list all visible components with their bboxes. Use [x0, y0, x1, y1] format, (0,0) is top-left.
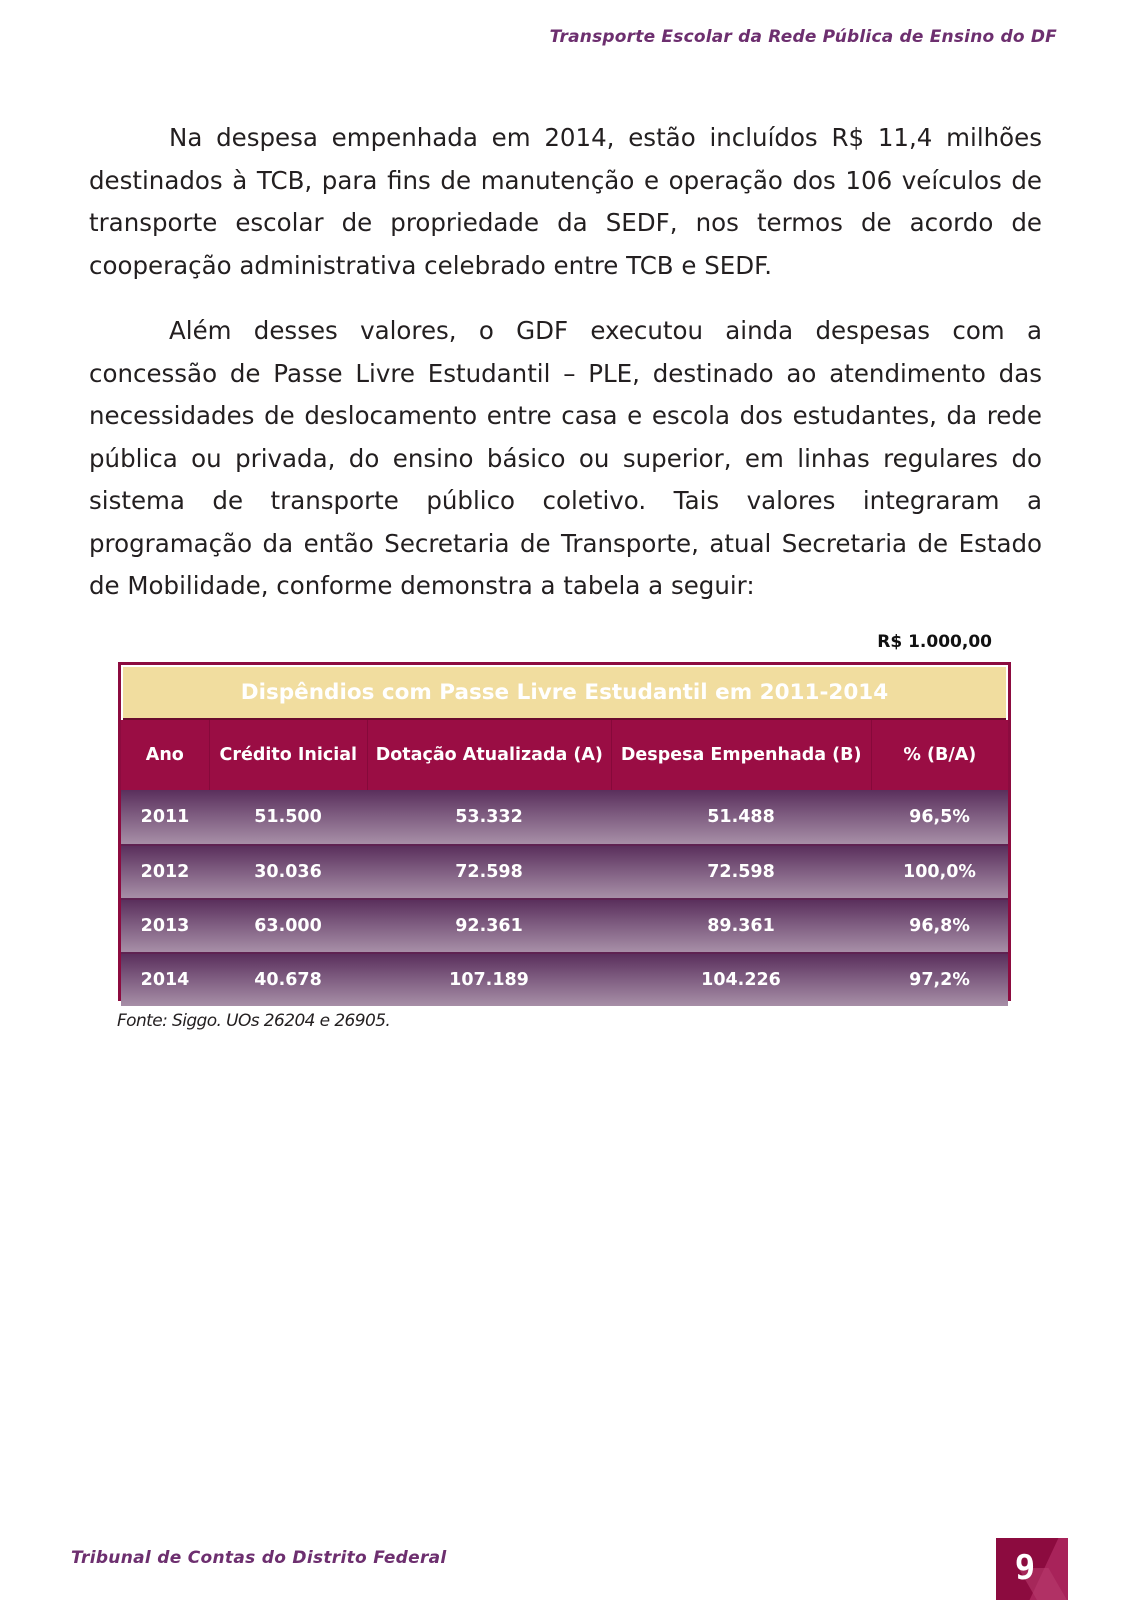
table-cell: 51.488: [707, 807, 775, 827]
table-header-row: [121, 720, 1008, 790]
running-header: Transporte Escolar da Rede Pública de Ensino do DF: [549, 27, 1057, 47]
table-cell: 104.226: [701, 970, 781, 990]
table-row: [121, 898, 1008, 952]
table-cell: 2011: [140, 807, 190, 827]
table-cell: 2014: [140, 970, 190, 990]
table-title: Dispêndios com Passe Livre Estudantil em 2011-2014: [123, 667, 1006, 720]
column-header-ano: Ano: [121, 720, 210, 790]
page-number-badge: [996, 1538, 1068, 1600]
page-number: 9: [1014, 1548, 1036, 1588]
table-cell: 92.361: [455, 916, 523, 936]
table-cell: 63.000: [254, 916, 322, 936]
table-cell: 51.500: [254, 807, 322, 827]
table-cell: 97,2%: [909, 970, 970, 990]
table-cell: 30.036: [254, 862, 322, 882]
footer-organization: Tribunal de Contas do Distrito Federal: [71, 1548, 447, 1568]
table-cell: 2013: [140, 916, 190, 936]
table-cell: 89.361: [707, 916, 775, 936]
column-header-despesa-empenhada: Despesa Empenhada (B): [612, 720, 872, 790]
column-header-dotacao-atualizada: Dotação Atualizada (A): [368, 720, 612, 790]
data-table: [118, 662, 1011, 1001]
table-row: [121, 844, 1008, 898]
table-source-note: Fonte: Siggo. UOs 26204 e 26905.: [117, 1011, 391, 1031]
table-cell: 72.598: [707, 862, 775, 882]
table-row: [121, 790, 1008, 844]
table-cell: 107.189: [449, 970, 529, 990]
table-cell: 53.332: [455, 807, 523, 827]
table-row: [121, 952, 1008, 1006]
table-body: [121, 790, 1008, 1006]
column-header-percent: % (B/A): [903, 745, 977, 765]
table-cell: 96,5%: [909, 807, 970, 827]
table-cell: 100,0%: [903, 862, 976, 882]
table-cell: 72.598: [455, 862, 523, 882]
table-cell: 40.678: [254, 970, 322, 990]
table-cell: 96,8%: [909, 916, 970, 936]
paragraph-2: Além desses valores, o GDF executou ainda despesas com a concessão de Passe Livre Estudantil – PLE, destinado ao atendimento das necessidades de deslocamento entre casa e escola dos estudantes, da rede pública ou privada, do ensino básico ou superior, em linhas regulares do sistema de transporte público coletivo. Tais valores integraram a programação da então Secretaria de Transporte, atual Secretaria de Estado de Mobilidade, conforme demonstra a tabela a seguir:: [89, 316, 1042, 600]
column-header-credito-inicial: Crédito Inicial: [210, 720, 368, 790]
table-cell: 2012: [140, 862, 190, 882]
paragraph-1: Na despesa empenhada em 2014, estão incluídos R$ 11,4 milhões destinados à TCB, para fins de manutenção e operação dos 106 veículos de transporte escolar de propriedade da SEDF, nos termos de acordo de cooperação administrativa celebrado entre TCB e SEDF.: [89, 123, 1042, 280]
table-unit-label: R$ 1.000,00: [877, 632, 992, 652]
